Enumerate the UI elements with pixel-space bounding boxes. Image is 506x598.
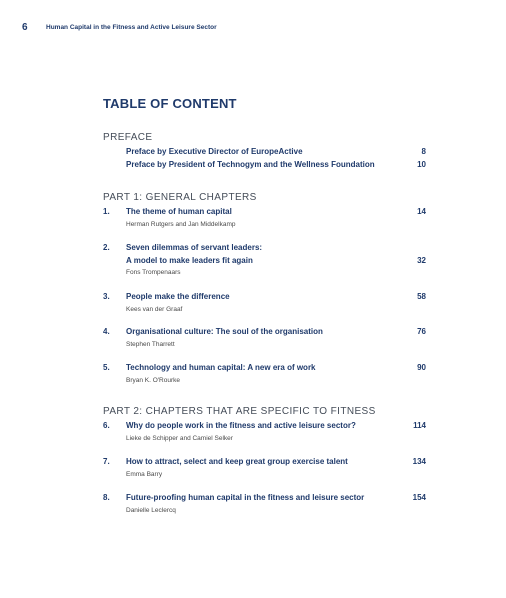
chapter-authors: Herman Rutgers and Jan Middelkamp [126, 221, 236, 228]
entry-title: Preface by Executive Director of EuropeActive [126, 147, 303, 156]
entry-page: 10 [417, 160, 426, 169]
chapter-title-line2: A model to make leaders fit again [126, 256, 253, 265]
chapter-page: 76 [417, 327, 426, 336]
chapter-title: Future-proofing human capital in the fitness and leisure sector [126, 493, 365, 502]
chapter-authors: Lieke de Schipper and Camiel Selker [126, 435, 233, 442]
toc-entry-chapter-7[interactable] [103, 457, 426, 469]
chapter-authors: Stephen Tharrett [126, 341, 175, 348]
chapter-page: 32 [417, 256, 426, 265]
chapter-number: 7. [103, 457, 110, 466]
chapter-authors: Bryan K. O'Rourke [126, 377, 180, 384]
chapter-number: 1. [103, 207, 110, 216]
toc-entry-chapter-2[interactable] [103, 243, 426, 255]
chapter-number: 3. [103, 292, 110, 301]
chapter-page: 14 [417, 207, 426, 216]
toc-entry-chapter-1[interactable] [103, 207, 426, 219]
chapter-page: 134 [412, 457, 426, 466]
chapter-number: 5. [103, 363, 110, 372]
running-title: Human Capital in the Fitness and Active Leisure Sector [46, 24, 217, 31]
section-heading-part1: PART 1: GENERAL CHAPTERS [103, 192, 257, 203]
chapter-title: Why do people work in the fitness and active leisure sector? [126, 421, 356, 430]
chapter-title: Technology and human capital: A new era of work [126, 363, 316, 372]
toc-entry-chapter-4[interactable] [103, 327, 426, 339]
chapter-number: 4. [103, 327, 110, 336]
toc-entry-preface-2[interactable] [103, 160, 426, 172]
chapter-title: Seven dilemmas of servant leaders: [126, 243, 263, 252]
toc-entry-chapter-2-line2[interactable] [103, 256, 426, 268]
toc-title: TABLE OF CONTENT [103, 96, 237, 111]
chapter-title: People make the difference [126, 292, 230, 301]
chapter-authors: Kees van der Graaf [126, 306, 183, 313]
entry-title: Preface by President of Technogym and the Wellness Foundation [126, 160, 375, 169]
chapter-authors: Fons Trompenaars [126, 269, 181, 276]
chapter-number: 8. [103, 493, 110, 502]
chapter-number: 6. [103, 421, 110, 430]
page-number: 6 [22, 22, 28, 33]
chapter-authors: Danielle Leclercq [126, 507, 176, 514]
chapter-authors: Emma Barry [126, 471, 163, 478]
toc-entry-chapter-6[interactable] [103, 421, 426, 433]
chapter-page: 114 [413, 421, 426, 430]
chapter-title: How to attract, select and keep great group exercise talent [126, 457, 348, 466]
section-heading-preface: PREFACE [103, 132, 153, 143]
chapter-page: 58 [417, 292, 426, 301]
chapter-title: Organisational culture: The soul of the organisation [126, 327, 323, 336]
toc-entry-chapter-5[interactable] [103, 363, 426, 375]
entry-page: 8 [421, 147, 426, 156]
toc-entry-chapter-8[interactable] [103, 493, 426, 505]
chapter-page: 154 [412, 493, 426, 502]
chapter-title: The theme of human capital [126, 207, 232, 216]
toc-entry-preface-1[interactable] [103, 147, 426, 159]
chapter-page: 90 [417, 363, 426, 372]
toc-entry-chapter-3[interactable] [103, 292, 426, 304]
section-heading-part2: PART 2: CHAPTERS THAT ARE SPECIFIC TO FITNESS [103, 406, 376, 417]
chapter-number: 2. [103, 243, 110, 252]
